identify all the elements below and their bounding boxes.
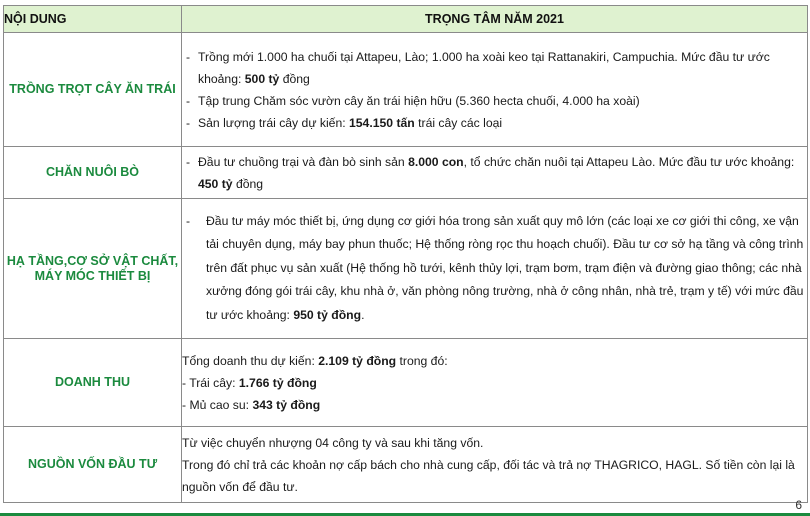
row-label-infrastructure: HẠ TẦNG,CƠ SỞ VẬT CHẤT, MÁY MÓC THIẾT BỊ: [4, 199, 182, 339]
row-content-capital: [182, 427, 808, 503]
capital-line-2: Trong đó chỉ trả các khoản nợ cấp bách cho nhà cung cấp, đối tác và trả nợ THAGRICO, HAGL. Số tiền còn lại là nguồn vốn để đầu tư.: [182, 457, 795, 494]
row-label-cattle: CHĂN NUÔI BÒ: [4, 147, 182, 199]
table-row-capital: [4, 427, 808, 503]
list-item: - Tập trung Chăm sóc vườn cây ăn trái hiện hữu (5.360 hecta chuối, 4.000 ha xoài): [186, 93, 640, 108]
list-item: - Đầu tư máy móc thiết bị, ứng dụng cơ giới hóa trong sản xuất quy mô lớn (các loại xe cơ giới thi công, xe vận tải chuyên dụng, máy bay phun thuốc; Hệ thống ròng rọc thu hoạch chuối). Đầu tư cơ sở hạ tầng và công trình trên đất phục vụ sản xuất (Hệ thống hồ tưới, kênh thủy lợi, trạm bơm, trạm điện và đường giao thông; các nhà xưởng đóng gói trái cây, khu nhà ở, văn phòng nông trường, nhà ở công nhân, nhà trẻ, trạm y tế) với mức đầu tư ước khoảng: 950 tỷ đồng.: [186, 213, 804, 322]
table-row-cattle: [4, 147, 808, 199]
table-row-infrastructure: [4, 199, 808, 339]
row-content-cattle: [182, 147, 808, 199]
row-content-fruit: [182, 33, 808, 147]
list-item: - Đầu tư chuồng trại và đàn bò sinh sản 8.000 con, tổ chức chăn nuôi tại Attapeu Lào. Mức đầu tư ước khoảng: 450 tỷ đồng: [186, 154, 795, 191]
row-content-infrastructure: [182, 199, 808, 339]
capital-line-1: Từ việc chuyển nhượng 04 công ty và sau khi tăng vốn.: [182, 435, 484, 450]
revenue-total: Tổng doanh thu dự kiến: 2.109 tỷ đồng trong đó:: [182, 353, 448, 368]
revenue-rubber: - Mủ cao su: 343 tỷ đồng: [182, 397, 321, 412]
table-row-fruit: [4, 33, 808, 147]
header-focus-col: TRỌNG TÂM NĂM 2021: [182, 6, 808, 33]
revenue-fruit: - Trái cây: 1.766 tỷ đồng: [182, 375, 317, 390]
table-row-revenue: [4, 339, 808, 427]
page-number: 6: [795, 498, 802, 512]
row-content-revenue: [182, 339, 808, 427]
table-header-row: [4, 6, 808, 33]
list-item: - Trồng mới 1.000 ha chuối tại Attapeu, Lào; 1.000 ha xoài keo tại Rattanakiri, Campuchia. Mức đầu tư ước khoảng: 500 tỷ đồng: [186, 49, 770, 86]
row-label-fruit: TRỒNG TRỌT CÂY ĂN TRÁI: [4, 33, 182, 147]
row-label-revenue: DOANH THU: [4, 339, 182, 427]
list-item: - Sản lượng trái cây dự kiến: 154.150 tấn trái cây các loại: [186, 115, 503, 130]
row-label-capital: NGUỒN VỐN ĐẦU TƯ: [4, 427, 182, 503]
header-content-col: NỘI DUNG: [4, 6, 182, 33]
investment-plan-table: [3, 5, 808, 503]
